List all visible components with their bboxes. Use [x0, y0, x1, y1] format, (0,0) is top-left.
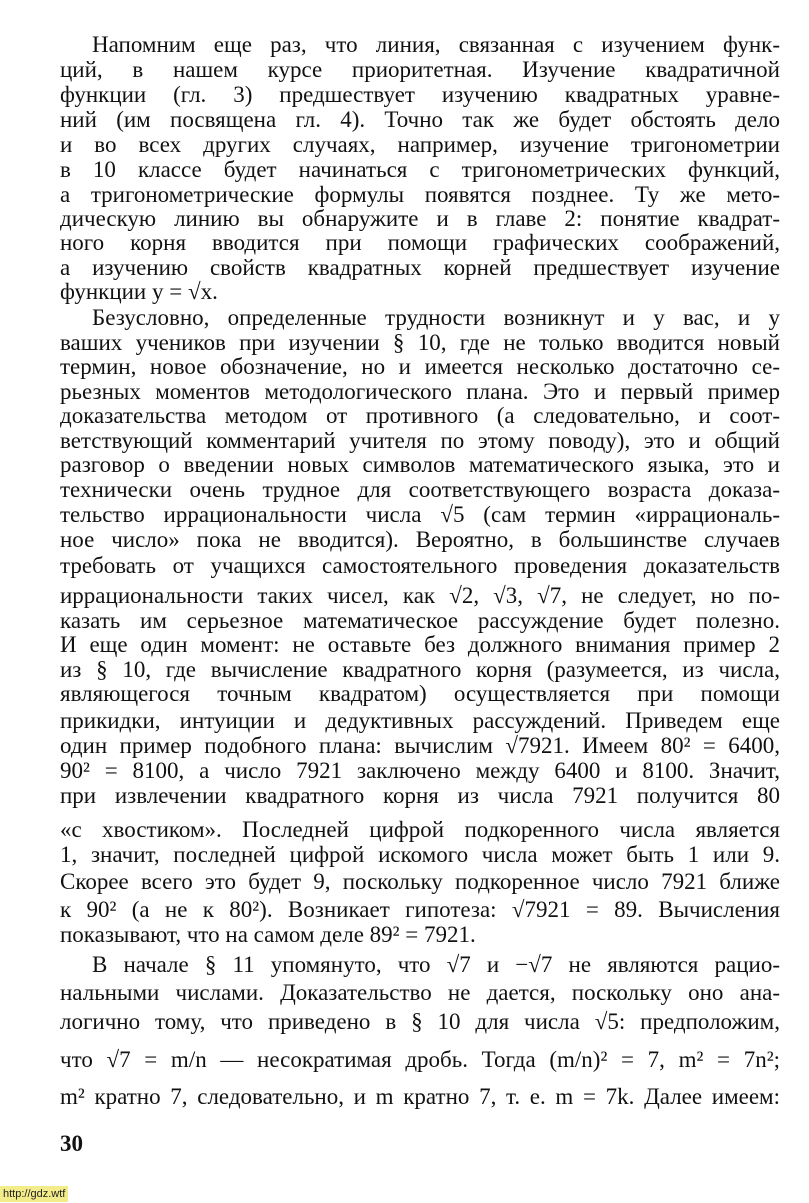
text-line: дическую линию вы обнаружите и в главе 2: понятие квадрат-: [60, 206, 780, 231]
text-line: ветствующий комментарий учителя по этому поводу), это и общий: [60, 428, 780, 453]
text-line: функции (гл. 3) предшествует изучению квадратных уравне-: [60, 82, 780, 107]
text-line: технически очень трудное для соответствующего возраста доказа-: [60, 477, 780, 502]
text-line: при извлечении квадратного корня из числа 7921 получится 80: [60, 783, 780, 808]
page-number: 30: [60, 1131, 83, 1156]
text-line: 90² = 8100, а число 7921 заключено между 6400 и 8100. Значит,: [60, 758, 780, 783]
text-line: и во всех других случаях, например, изучение тригонометрии: [60, 132, 780, 157]
text-line: ваших учеников при изучении § 10, где не только вводится новый: [60, 330, 780, 355]
text-line: ний (им посвящена гл. 4). Точно так же будет обстоять дело: [60, 107, 780, 132]
text-line: а изучению свойств квадратных корней предшествует изучение: [60, 255, 780, 280]
text-line: прикидки, интуиции и дедуктивных рассуждений. Приведем еще: [60, 708, 780, 733]
text-line: иррациональности таких чисел, как √2, √3, √7, не следует, но по-: [60, 583, 780, 608]
text-line: ное число» пока не вводится). Вероятно, в большинстве случаев: [60, 527, 780, 552]
text-line: 1, значит, последней цифрой искомого числа может быть 1 или 9.: [60, 842, 780, 867]
text-line: термин, новое обозначение, но и имеется несколько достаточно се-: [60, 354, 780, 379]
text-line: казать им серьезное математическое рассуждение будет полезно.: [60, 608, 780, 633]
text-line: m² кратно 7, следовательно, и m кратно 7, т. е. m = 7k. Далее имеем:: [60, 1084, 780, 1109]
paragraph-first-line: Напомним еще раз, что линия, связанная с изучением функ-: [92, 32, 780, 57]
text-line: разговор о введении новых символов математического языка, это и: [60, 452, 780, 477]
text-line: ного корня вводится при помощи графических соображений,: [60, 230, 780, 255]
text-line: тельство иррациональности числа √5 (сам термин «иррациональ-: [60, 502, 780, 527]
text-line: Скорее всего это будет 9, поскольку подкоренное число 7921 ближе: [60, 869, 780, 894]
text-line: рьезных моментов методологического плана. Это и первый пример: [60, 379, 780, 404]
watermark-link[interactable]: http://gdz.wtf: [0, 1186, 68, 1202]
text-line: доказательства методом от противного (а следовательно, и соот-: [60, 403, 780, 428]
text-line: к 90² (а не к 80²). Возникает гипотеза: √7921 = 89. Вычисления: [60, 897, 780, 922]
text-line: являющегося точным квадратом) осуществляется при помощи: [60, 681, 780, 706]
text-line: один пример подобного плана: вычислим √7921. Имеем 80² = 6400,: [60, 733, 780, 758]
text-line: «с хвостиком». Последней цифрой подкоренного числа является: [60, 817, 780, 842]
text-line: нальными числами. Доказательство не дается, поскольку оно ана-: [60, 980, 780, 1005]
paragraph-first-line: В начале § 11 упомянуто, что √7 и −√7 не являются рацио-: [92, 952, 780, 977]
text-line: требовать от учащихся самостоятельного проведения доказательств: [60, 553, 780, 578]
text-line: логично тому, что приведено в § 10 для числа √5: предположим,: [60, 1009, 780, 1034]
text-line: а тригонометрические формулы появятся позднее. Ту же мето-: [60, 182, 780, 207]
text-line: функции y = √x.: [60, 279, 218, 304]
text-line: ций, в нашем курсе приоритетная. Изучение квадратичной: [60, 57, 780, 82]
text-line: в 10 классе будет начинаться с тригонометрических функций,: [60, 157, 780, 182]
text-line: показывают, что на самом деле 89² = 7921.: [60, 922, 476, 947]
text-line: из § 10, где вычисление квадратного корня (разумеется, из числа,: [60, 657, 780, 682]
text-line: что √7 = m/n — несократимая дробь. Тогда (m/n)² = 7, m² = 7n²;: [60, 1047, 780, 1072]
paragraph-first-line: Безусловно, определенные трудности возникнут и у вас, и у: [92, 305, 780, 330]
text-line: И еще один момент: не оставьте без должного внимания пример 2: [60, 632, 780, 657]
